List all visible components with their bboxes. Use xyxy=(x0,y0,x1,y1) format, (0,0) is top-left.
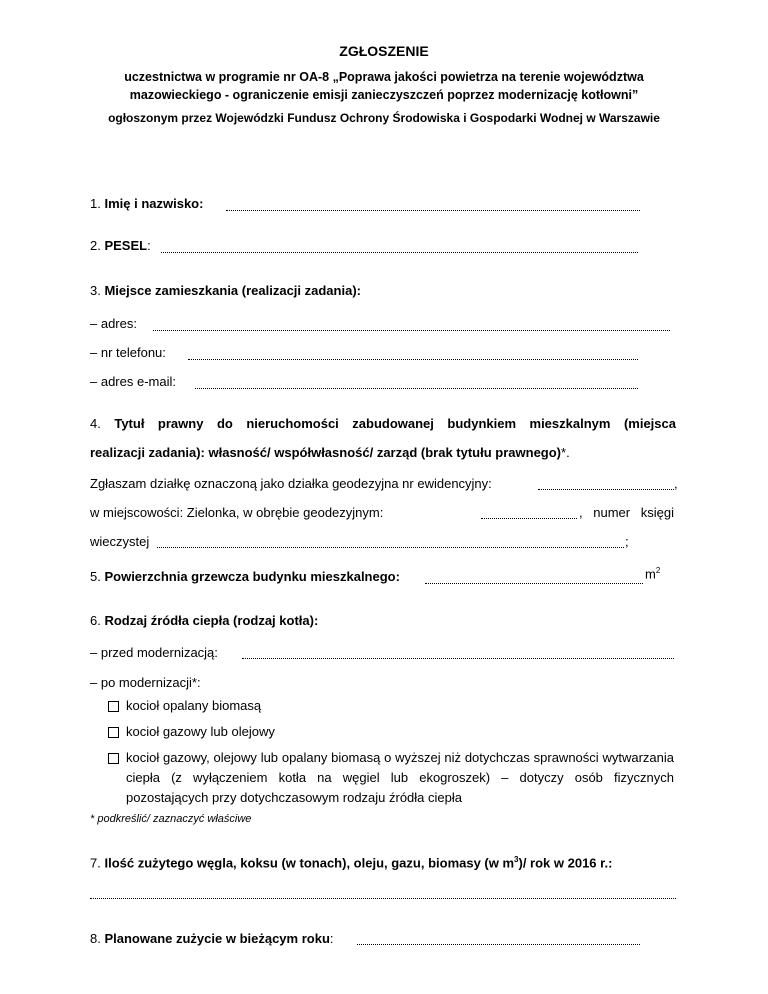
parcel-number-field[interactable] xyxy=(538,489,674,490)
heating-area-field[interactable] xyxy=(425,583,643,584)
after-modernization-label: – po modernizacji*: xyxy=(90,675,201,690)
q7-label: 7. Ilość zużytego węgla, koksu (w tonach), oleju, gazu, biomasy (w $m^3)/$ rok w 2016 r.: xyxy=(90,855,613,871)
q8-label: 8. Planowane zużycie w bieżącym roku: xyxy=(90,931,334,946)
before-modernization-field[interactable] xyxy=(242,658,674,659)
planned-usage-field[interactable] xyxy=(357,944,640,945)
land-register-semicolon: ; xyxy=(625,534,629,549)
parcel-comma: , xyxy=(674,476,678,491)
land-register-label-2: wieczystej xyxy=(90,534,150,549)
address-field[interactable] xyxy=(153,330,670,331)
option-higher-efficiency-checkbox[interactable] xyxy=(108,753,119,764)
q2-label: 2. PESEL: xyxy=(90,238,151,253)
form-subtitle-line1: uczestnictwa w programie nr OA-8 „Poprawa jakości powietrza na terenie województwa xyxy=(124,70,644,84)
q3-label: 3. Miejsce zamieszkania (realizacji zadania): xyxy=(90,283,361,298)
area-unit: $m^2$ xyxy=(645,566,661,582)
form-subtitle-line3: ogłoszonym przez Wojewódzki Fundusz Ochrony Środowiska i Gospodarki Wodnej w Warszawie xyxy=(108,111,660,125)
q6-label: 6. Rodzaj źródła ciepła (rodzaj kotła): xyxy=(90,613,319,628)
form-subtitle-line2: mazowieckiego - ograniczenie emisji zanieczyszczeń poprzez modernizację kotłowni” xyxy=(129,88,639,102)
phone-label: – nr telefonu: xyxy=(90,345,166,360)
parcel-label: Zgłaszam działkę oznaczoną jako działka geodezyjna nr ewidencyjny: xyxy=(90,476,492,491)
land-register-field[interactable] xyxy=(157,547,624,548)
q4-label-line2: realizacji zadania): własność/ współwłasność/ zarząd (brak tytułu prawnego)*. xyxy=(90,445,570,460)
q4-label-line1: 4. Tytuł prawny do nieruchomości zabudowanej budynkiem mieszkalnym (miejsca xyxy=(90,416,676,431)
footnote: * podkreślić/ zaznaczyć właściwe xyxy=(90,813,252,825)
q1-label: 1. Imię i nazwisko: xyxy=(90,196,204,211)
land-register-label: , numer księgi xyxy=(579,505,674,520)
locality-label: w miejscowości: Zielonka, w obrębie geodezyjnym: xyxy=(90,505,384,520)
q5-label: 5. Powierzchnia grzewcza budynku mieszkalnego: xyxy=(90,569,400,584)
full-name-field[interactable] xyxy=(226,210,640,211)
phone-field[interactable] xyxy=(188,359,638,360)
option-gas-oil-label: kocioł gazowy lub olejowy xyxy=(126,724,275,739)
address-label: – adres: xyxy=(90,316,137,331)
fuel-usage-2016-field[interactable] xyxy=(90,898,676,899)
option-gas-oil-checkbox[interactable] xyxy=(108,727,119,738)
option-biomass-label: kocioł opalany biomasą xyxy=(126,698,262,713)
precinct-field[interactable] xyxy=(481,518,577,519)
form-title: ZGŁOSZENIE xyxy=(339,43,429,59)
email-label: – adres e-mail: xyxy=(90,374,176,389)
option-higher-efficiency-label: kocioł gazowy, olejowy lub opalany biomasą o wyższej niż dotychczas sprawności wytwarzania ciepła (z wyłączeniem kotła na węgiel lub ekogroszek) – dotyczy osób fizycznych pozostających przy dotychczasowym rodzaju źródła ciepła xyxy=(126,750,674,805)
option-biomass-checkbox[interactable] xyxy=(108,701,119,712)
before-modernization-label: – przed modernizacją: xyxy=(90,645,218,660)
email-field[interactable] xyxy=(195,388,638,389)
pesel-field[interactable] xyxy=(161,252,638,253)
